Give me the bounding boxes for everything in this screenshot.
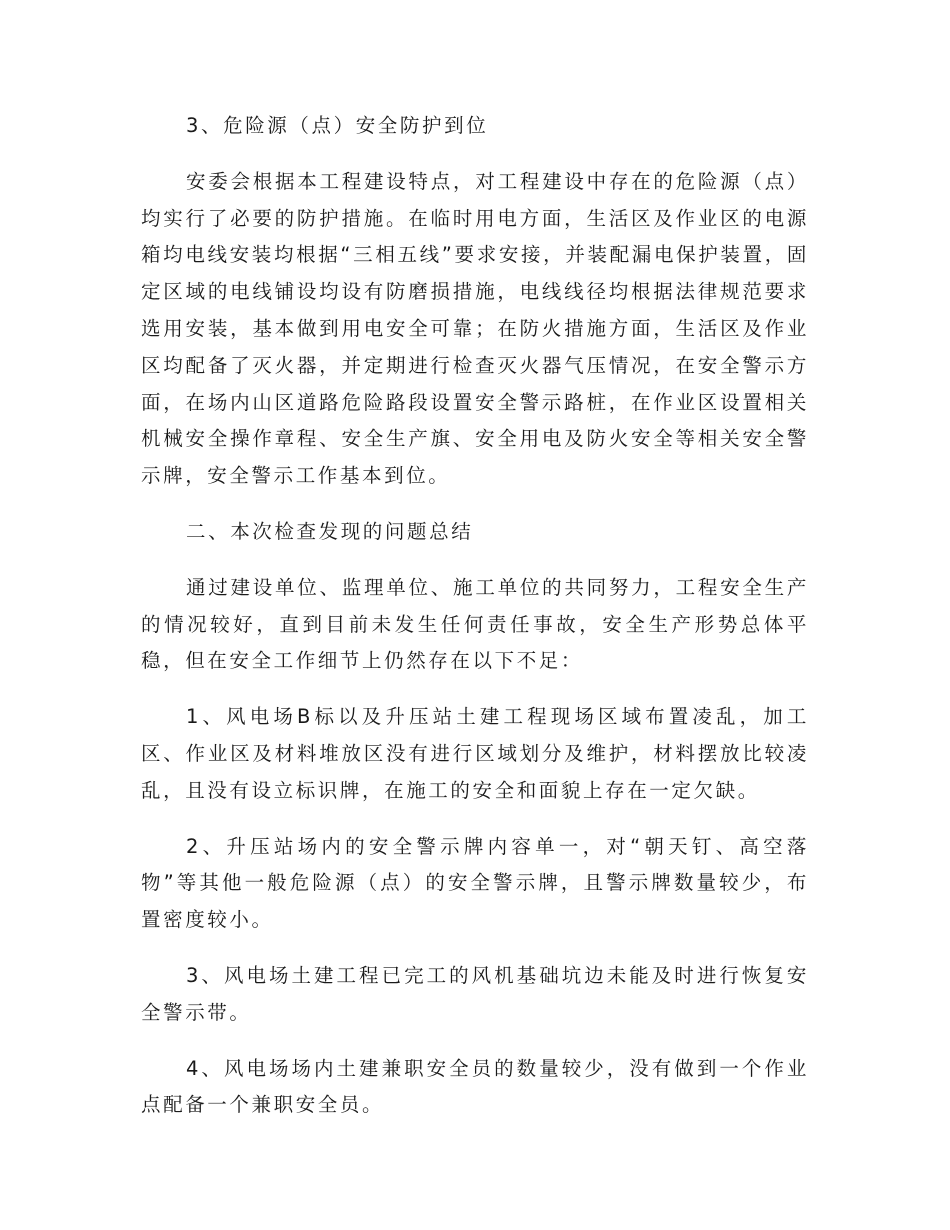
issue-item-4: 4、风电场场内土建兼职安全员的数量较少，没有做到一个作业点配备一个兼职安全员。 xyxy=(141,1056,809,1117)
heading-issues-summary: 二、本次检查发现的问题总结 xyxy=(186,519,474,543)
heading-hazard-protection: 3、危险源（点）安全防护到位 xyxy=(186,114,489,137)
issue-item-1: 1、风电场B标以及升压站土建工程现场区域布置凌乱，加工区、作业区及材料堆放区没有进行区域划分及维护，材料摆放比较凌乱，且没有设立标识牌，在施工的安全和面貌上存在一定欠缺。 xyxy=(141,705,809,802)
paragraph-issues-intro: 通过建设单位、监理单位、施工单位的共同努力，工程安全生产的情况较好，直到目前未发生任何责任事故，安全生产形势总体平稳，但在安全工作细节上仍然存在以下不足： xyxy=(141,575,809,673)
document-body xyxy=(141,108,809,1143)
issue-item-3: 3、风电场土建工程已完工的风机基础坑边未能及时进行恢复安全警示带。 xyxy=(141,963,809,1024)
issue-item-2: 2、升压站场内的安全警示牌内容单一，对“朝天钉、高空落物”等其他一般危险源（点）的安全警示牌，且警示牌数量较少，布置密度较小。 xyxy=(141,834,809,932)
paragraph-hazard-protection: 安委会根据本工程建设特点，对工程建设中存在的危险源（点）均实行了必要的防护措施。在临时用电方面，生活区及作业区的电源箱均电线安装均根据“三相五线”要求安接，并装配漏电保护装置，固定区域的电线铺设均设有防磨损措施，电线线径均根据法律规范要求选用安装，基本做到用电安全可靠；在防火措施方面，生活区及作业区均配备了灭火器，并定期进行检查灭火器气压情况，在安全警示方面，在场内山区道路危险路段设置安全警示路桩，在作业区设置相关机械安全操作章程、安全生产旗、安全用电及防火安全等相关安全警示牌，安全警示工作基本到位。 xyxy=(141,169,809,488)
